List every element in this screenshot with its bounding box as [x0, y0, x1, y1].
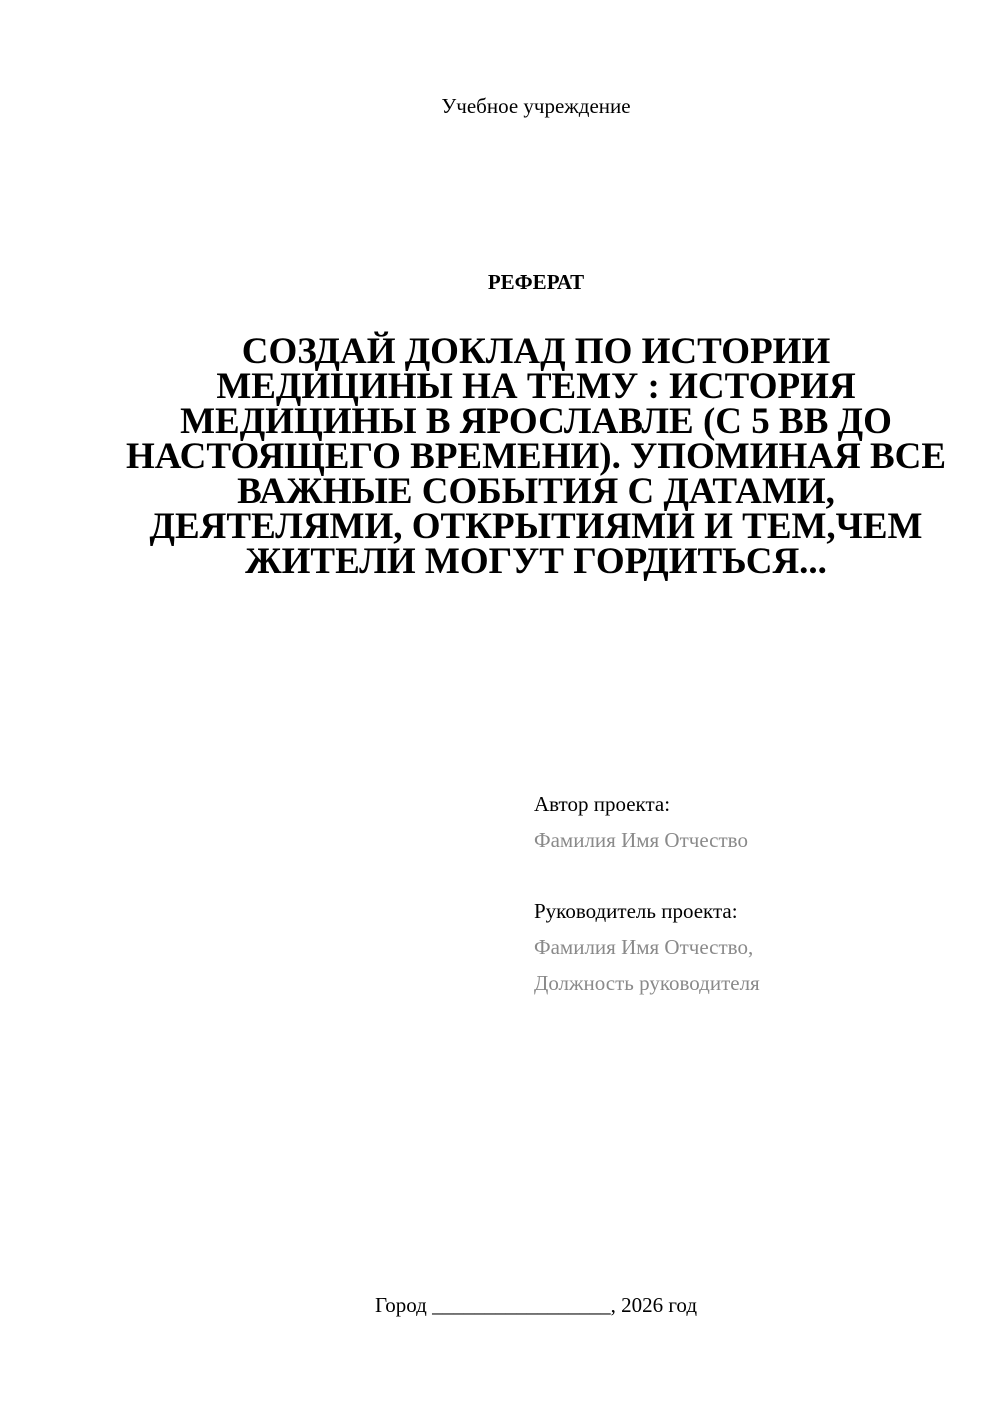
author-block — [534, 786, 954, 858]
institution-name: Учебное учреждение — [441, 94, 631, 118]
author-label: Автор проекта: — [534, 792, 671, 816]
supervisor-name: Фамилия Имя Отчество, — [534, 935, 754, 959]
supervisor-position: Должность руководителя — [534, 971, 760, 995]
supervisor-block — [534, 893, 954, 1001]
document-type: РЕФЕРАТ — [487, 270, 585, 294]
author-name: Фамилия Имя Отчество — [534, 828, 748, 852]
supervisor-label: Руководитель проекта: — [534, 899, 738, 923]
document-title: СОЗДАЙ ДОКЛАД ПО ИСТОРИИ МЕДИЦИНЫ НА ТЕМУ : ИСТОРИЯ МЕДИЦИНЫ В ЯРОСЛАВЛЕ (С 5 ВВ ДО НАСТОЯЩЕГО ВРЕМЕНИ). УПОМИНАЯ ВСЕ ВАЖНЫЕ СОБЫТИЯ С ДАТАМИ, ДЕЯТЕЛЯМИ, ОТКРЫТИЯМИ И ТЕМ,ЧЕМ ЖИТЕЛИ МОГУТ ГОРДИТЬСЯ... — [125, 331, 947, 582]
city-year-footer: Город _________________, 2026 год — [374, 1293, 698, 1317]
